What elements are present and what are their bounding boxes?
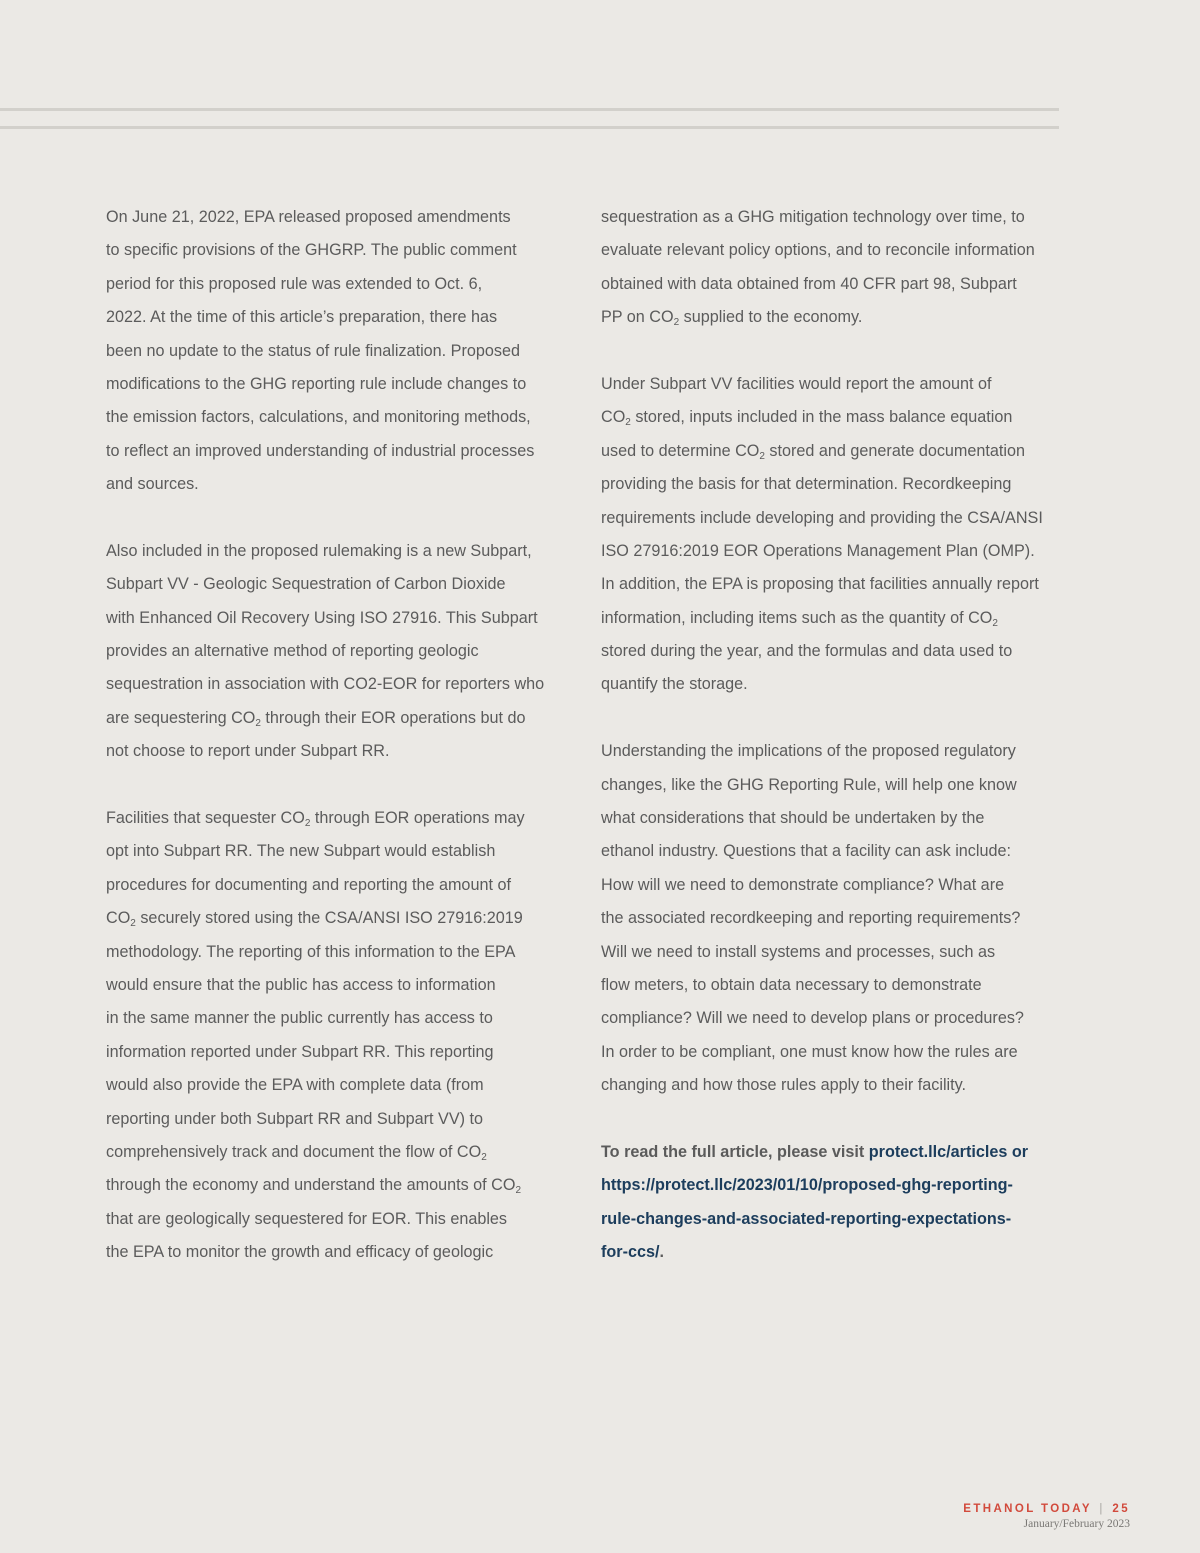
left-column: [106, 201, 566, 1270]
text-line: Understanding the implications of the proposed regulatory: [601, 742, 1016, 761]
text-line: compliance? Will we need to develop plans or procedures?: [601, 1009, 1024, 1028]
paragraph-intro: [106, 201, 566, 502]
issue-date: January/February 2023: [1023, 1518, 1130, 1530]
text-line: opt into Subpart RR. The new Subpart would establish: [106, 842, 496, 861]
text-line: methodology. The reporting of this information to the EPA: [106, 942, 516, 961]
text-line: and sources.: [106, 475, 199, 494]
text-line: the associated recordkeeping and reporting requirements?: [601, 909, 1021, 928]
text-line: to reflect an improved understanding of industrial processes: [106, 441, 535, 460]
text-line: obtained with data obtained from 40 CFR part 98, Subpart: [601, 274, 1017, 293]
text-line: to specific provisions of the GHGRP. The public comment: [106, 241, 517, 260]
article-url-link[interactable]: rule-changes-and-associated-reporting-expectations-: [601, 1209, 1012, 1228]
text-line: Also included in the proposed rulemaking is a new Subpart,: [106, 541, 532, 560]
page-number: 25: [1112, 1503, 1130, 1515]
page-footer: [963, 1501, 1130, 1531]
text-line: the emission factors, calculations, and monitoring methods,: [106, 408, 531, 427]
paragraph-gap: [106, 769, 566, 802]
publication-name: ETHANOL TODAY: [963, 1503, 1092, 1515]
paragraph-gap: [601, 1103, 1063, 1136]
text-line: Subpart VV - Geologic Sequestration of Carbon Dioxide: [106, 575, 506, 594]
paragraph-gap: [106, 502, 566, 535]
header-rule-top: [0, 108, 1059, 111]
text-line: $CO_2$ securely stored using the CSA/ANSI ISO 27916:2019: [106, 909, 523, 930]
text-line: not choose to report under Subpart RR.: [106, 742, 390, 761]
text-line: [601, 1203, 1063, 1236]
paragraph-continuation: [601, 201, 1063, 335]
text-line: would ensure that the public has access to information: [106, 975, 496, 994]
cta-period: .: [659, 1243, 664, 1262]
text-line: stored during the year, and the formulas and data used to: [601, 642, 1013, 661]
text-line: through the economy and understand the amounts of $CO_2$: [106, 1176, 522, 1197]
text-line: that are geologically sequestered for EOR. This enables: [106, 1209, 508, 1228]
text-line: ethanol industry. Questions that a facility can ask include:: [601, 842, 1012, 861]
text-line: Will we need to install systems and processes, such as: [601, 942, 996, 961]
text-line: what considerations that should be undertaken by the: [601, 809, 985, 828]
paragraph-gap: [601, 335, 1063, 368]
text-line: changing and how those rules apply to their facility.: [601, 1076, 967, 1095]
paragraph-implications: [601, 735, 1063, 1102]
text-line: changes, like the GHG Reporting Rule, will help one know: [601, 775, 1017, 794]
text-line: $CO_2$ stored, inputs included in the mass balance equation: [601, 408, 1013, 429]
text-line: procedures for documenting and reporting the amount of: [106, 875, 511, 894]
text-line: modifications to the GHG reporting rule include changes to: [106, 374, 527, 393]
text-line: providing the basis for that determination. Recordkeeping: [601, 475, 1012, 494]
text-line: provides an alternative method of reporting geologic: [106, 642, 479, 661]
text-line: requirements include developing and providing the CSA/ANSI: [601, 508, 1043, 527]
text-line: in the same manner the public currently has access to: [106, 1009, 493, 1028]
text-line: period for this proposed rule was extended to Oct. 6,: [106, 274, 483, 293]
article-url-link[interactable]: https://protect.llc/2023/01/10/proposed-ghg-reporting-: [601, 1176, 1013, 1195]
text-line: are sequestering $CO_2$ through their EOR operations but do: [106, 708, 526, 729]
text-line: PP on $CO_2$ supplied to the economy.: [601, 308, 863, 329]
text-line: comprehensively track and document the flow of $CO_2$: [106, 1142, 487, 1163]
article-url-link[interactable]: for-ccs/: [601, 1243, 660, 1262]
text-line: reporting under both Subpart RR and Subpart VV) to: [106, 1109, 484, 1128]
text-line: On June 21, 2022, EPA released proposed amendments: [106, 208, 511, 226]
text-line: How will we need to demonstrate compliance? What are: [601, 875, 1005, 894]
paragraph-reporting: [601, 368, 1063, 702]
text-line: ISO 27916:2019 EOR Operations Management Plan (OMP).: [601, 541, 1035, 560]
text-line: [601, 1136, 1063, 1169]
text-line: would also provide the EPA with complete data (from: [106, 1076, 484, 1095]
article-link[interactable]: protect.llc/articles or: [868, 1142, 1029, 1161]
text-line: with Enhanced Oil Recovery Using ISO 27916. This Subpart: [106, 608, 538, 627]
text-line: [601, 1169, 1063, 1202]
text-line: the EPA to monitor the growth and efficacy of geologic: [106, 1243, 494, 1262]
text-line: flow meters, to obtain data necessary to demonstrate: [601, 975, 982, 994]
text-line: evaluate relevant policy options, and to reconcile information: [601, 241, 1035, 260]
text-line: In addition, the EPA is proposing that facilities annually report: [601, 575, 1039, 594]
text-line: used to determine $CO_2$ stored and generate documentation: [601, 441, 1026, 462]
header-rule-bottom: [0, 126, 1059, 129]
right-column: [601, 201, 1063, 1270]
text-line: Under Subpart VV facilities would report the amount of: [601, 374, 992, 393]
text-line: Facilities that sequester $CO_2$ through EOR operations may: [106, 809, 525, 830]
footer-masthead: [963, 1501, 1130, 1517]
text-line: [601, 1236, 1063, 1269]
call-to-action: [601, 1136, 1063, 1270]
cta-lead-text: To read the full article, please visit: [601, 1142, 869, 1161]
paragraph-gap: [601, 702, 1063, 735]
text-line: information, including items such as the quantity of $CO_2$: [601, 608, 998, 629]
text-line: In order to be compliant, one must know how the rules are: [601, 1042, 1018, 1061]
text-line: quantify the storage.: [601, 675, 748, 694]
text-line: sequestration as a GHG mitigation technology over time, to: [601, 208, 1025, 226]
text-line: 2022. At the time of this article’s preparation, there has: [106, 308, 498, 327]
paragraph-subpart-vv: [106, 535, 566, 769]
text-line: been no update to the status of rule finalization. Proposed: [106, 341, 520, 360]
paragraph-facilities: [106, 802, 566, 1269]
footer-separator: |: [1099, 1503, 1105, 1515]
text-line: sequestration in association with CO2-EOR for reporters who: [106, 675, 545, 694]
text-line: information reported under Subpart RR. This reporting: [106, 1042, 494, 1061]
